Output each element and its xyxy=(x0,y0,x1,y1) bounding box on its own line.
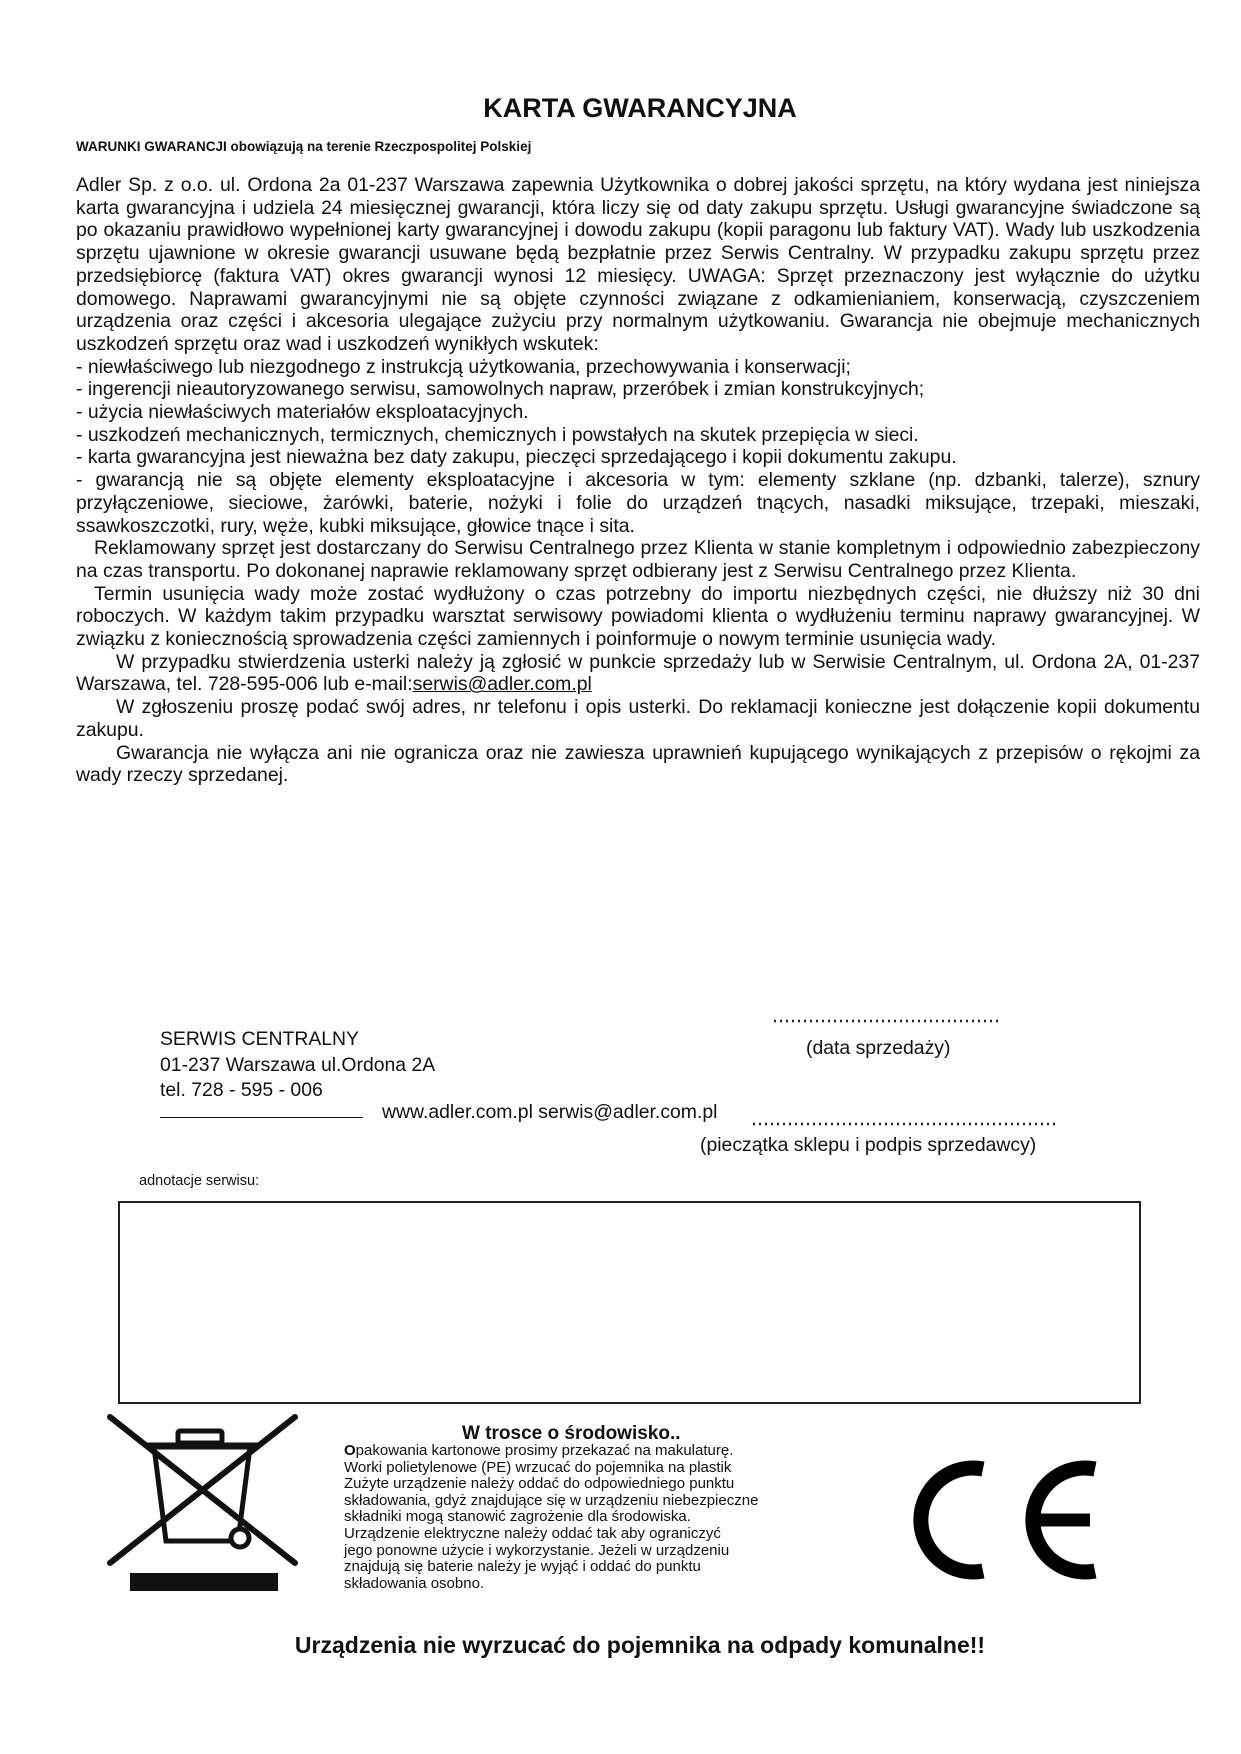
terms-paragraph: Termin usunięcia wady może zostać wydłużony o czas potrzebny do importu niezbędnych części, nie dłuższy niż 30 dni roboczych. W każdym takim przypadku warsztat serwisowy powiadomi klienta o wydłużeniu terminu naprawy gwarancyjnej. W związku z koniecznością sprowadzenia części zamiennych i poinformuje o nowym terminie usunięcia wady. xyxy=(76,582,1200,651)
terms-bullet: - niewłaściwego lub niezgodnego z instrukcją użytkowania, przechowywania i konserwacji; xyxy=(76,355,851,378)
signature-line xyxy=(160,1117,363,1118)
stamp-dotted-line xyxy=(752,1121,1057,1127)
stamp-signature-label: (pieczątka sklepu i podpis sprzedawcy) xyxy=(700,1134,1037,1156)
environment-line: składowania osobno. xyxy=(344,1574,485,1592)
terms-bullet: - uszkodzeń mechanicznych, termicznych, chemicznych i powstałych na skutek przepięcia w sieci. xyxy=(76,423,919,446)
warranty-terms xyxy=(76,174,1200,787)
environment-line: składowania, gdyż znajdujące się w urządzeniu niebezpieczne xyxy=(344,1491,759,1509)
environment-line: Urządzenie elektryczne należy oddać tak aby ograniczyć xyxy=(344,1524,721,1542)
service-email-link[interactable]: serwis@adler.com.pl xyxy=(412,673,592,696)
environment-line: Zużyte urządzenie należy oddać do odpowiedniego punktu xyxy=(344,1475,735,1493)
service-address xyxy=(160,1027,435,1104)
service-street: 01-237 Warszawa ul.Ordona 2A xyxy=(160,1053,436,1076)
disposal-warning: Urządzenia nie wyrzucać do pojemnika na odpady komunalne!! xyxy=(294,1632,986,1658)
environment-first-letter: O xyxy=(344,1442,356,1459)
terms-text: W przypadku stwierdzenia usterki należy ją zgłosić w punkcie sprzedaży lub w Serwisie Centralnym, ul. Ordona 2A, 01-237 Warszawa, tel. 728-595-006 lub e-mail: xyxy=(76,650,1200,696)
environment-line: znajdują się baterie należy je wyjąć i oddać do punktu xyxy=(344,1558,701,1576)
service-name: SERWIS CENTRALNY xyxy=(160,1028,359,1050)
environment-notice xyxy=(344,1443,758,1592)
service-notes-label: adnotacje serwisu: xyxy=(139,1173,260,1189)
sale-date-dotted-line xyxy=(773,1018,998,1024)
terms-paragraph xyxy=(76,651,1200,696)
ce-mark-icon xyxy=(895,1455,1105,1585)
environment-line xyxy=(344,1443,758,1460)
environment-line: Worki polietylenowe (PE) wrzucać do pojemnika na plastik xyxy=(344,1458,732,1476)
warranty-conditions-heading: WARUNKI GWARANCJI obowiązują na terenie Rzeczpospolitej Polskiej xyxy=(76,139,532,154)
terms-paragraph: Gwarancja nie wyłącza ani nie ogranicza oraz nie zawiesza uprawnień kupującego wynikających z przepisów o rękojmi za wady rzeczy sprzedanej. xyxy=(76,741,1200,787)
environment-line: składniki mogą stanowić zagrożenie dla środowiska. xyxy=(344,1508,691,1526)
environment-line-text: pakowania kartonowe prosimy przekazać na makulaturę. xyxy=(355,1442,734,1459)
terms-paragraph: Reklamowany sprzęt jest dostarczany do Serwisu Centralnego przez Klienta w stanie kompletnym i odpowiednio zabezpieczony na czas transportu. Po dokonanej naprawie reklamowany sprzęt odbierany jest z Serwisu Centralnego przez Klienta. xyxy=(76,537,1200,582)
terms-paragraph: Adler Sp. z o.o. ul. Ordona 2a 01-237 Warszawa zapewnia Użytkownika o dobrej jakości sprzętu, na który wydana jest niniejsza karta gwarancyjna i udziela 24 miesięcznej gwarancji, która liczy się od daty zakupu sprzętu. Usługi gwarancyjne świadczone są po okazaniu prawidłowo wypełnionej karty gwarancyjnej i dowodu zakupu (kopii paragonu lub faktury VAT). Wady lub uszkodzenia sprzętu ujawnione w okresie gwarancji usuwane będą bezpłatnie przez Serwis Centralny. W przypadku zakupu sprzętu przez przedsiębiorcę (faktura VAT) okres gwarancji wynosi 12 miesięcy. UWAGA: Sprzęt przeznaczony jest wyłącznie do użytku domowego. Naprawami gwarancyjnymi nie są objęte czynności związane z odkamienianiem, konserwacją, czyszczeniem urządzenia oraz części i akcesoria ulegające zużyciu przy normalnym użytkowaniu. Gwarancja nie obejmuje mechanicznych uszkodzeń sprzętu oraz wad i uszkodzeń wynikłych wskutek: xyxy=(76,174,1200,355)
service-website: www.adler.com.pl serwis@adler.com.pl xyxy=(382,1101,718,1123)
environment-line: jego ponowne użycie i wykorzystanie. Jeżeli w urządzeniu xyxy=(344,1541,730,1559)
sale-date-label: (data sprzedaży) xyxy=(806,1037,951,1059)
terms-bullet: - użycia niewłaściwych materiałów eksploatacyjnych. xyxy=(76,401,529,424)
page-title: KARTA GWARANCYJNA xyxy=(483,93,797,123)
environment-heading: W trosce o środowisko.. xyxy=(462,1423,681,1444)
service-phone: tel. 728 - 595 - 006 xyxy=(160,1079,323,1101)
service-notes-box xyxy=(118,1201,1141,1404)
crossed-out-wheeled-bin-icon xyxy=(100,1413,300,1593)
terms-bullet: - gwarancją nie są objęte elementy eksploatacyjne i akcesoria w tym: elementy szklane (np. dzbanki, talerze), sznury przyłączeniowe, sieciowe, żarówki, baterie, nożyki i folie do urządzeń tnących, nasadki miksujące, trzepaki, mieszaki, ssawkoszczotki, rury, węże, kubki miksujące, głowice tnące i sita. xyxy=(76,469,1200,537)
terms-bullet: - karta gwarancyjna jest nieważna bez daty zakupu, pieczęci sprzedającego i kopii dokumentu zakupu. xyxy=(76,446,957,469)
terms-paragraph: W zgłoszeniu proszę podać swój adres, nr telefonu i opis usterki. Do reklamacji konieczne jest dołączenie kopii dokumentu zakupu. xyxy=(76,696,1200,741)
terms-bullet: - ingerencji nieautoryzowanego serwisu, samowolnych napraw, przeróbek i zmian konstrukcyjnych; xyxy=(76,378,925,401)
